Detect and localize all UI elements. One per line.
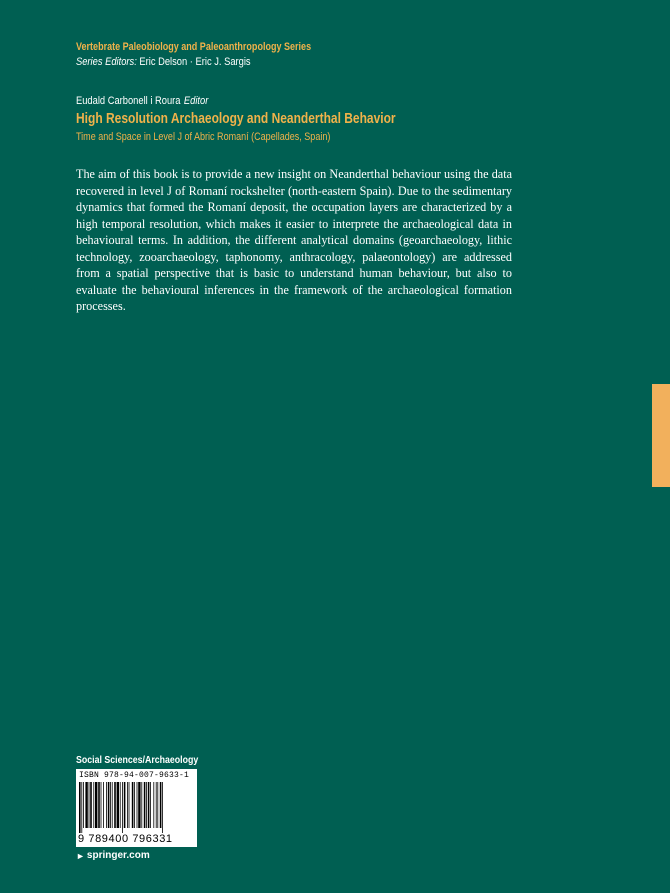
book-title: High Resolution Archaeology and Neanderthal Behavior [76, 110, 396, 127]
series-editors-names: Eric Delson · Eric J. Sargis [139, 56, 251, 68]
website-label: springer.com [86, 850, 150, 861]
spine-color-tab [652, 384, 670, 487]
editor-role: Editor [183, 95, 209, 107]
book-info [76, 94, 476, 145]
series-block [76, 40, 363, 70]
editor-name: Eudald Carbonell i Roura [76, 95, 181, 107]
series-editors [76, 55, 320, 70]
subject-category: Social Sciences/Archaeology [76, 755, 199, 766]
book-description: The aim of this book is to provide a new insight on Neanderthal behaviour using the data recovered in level J of Romaní rockshelter (north-eastern Spain). Due to the sedimentary dynamics that formed the Romaní deposit, the occupation layers are characterized by a high temporal resolution, which makes it easier to interprete the archaeological data in behavioural terms. In addition, the different analytical domains (geoarchaeology, lithic technology, zooarchaeology, taphonomy, anthracology, palaeontology) are addressed from a spatial perspective that is basic to understand human behaviour, but also to evaluate the behavioural inferences in the framework of the archaeological formation processes. [76, 167, 512, 313]
barcode-digits: 9 789400 796331 [78, 833, 173, 845]
publisher-website[interactable] [76, 850, 150, 861]
isbn-barcode [76, 769, 197, 847]
series-title: Vertebrate Paleobiology and Paleoanthropology Series [76, 41, 312, 53]
book-subtitle: Time and Space in Level J of Abric Romaní (Capellades, Spain) [76, 131, 331, 143]
editor-line [76, 94, 416, 109]
arrow-right-icon: ► [76, 850, 85, 861]
barcode-icon [79, 782, 194, 833]
isbn-text: ISBN 978-94-007-9633-1 [79, 771, 190, 780]
series-editors-label: Series Editors: [76, 56, 137, 68]
